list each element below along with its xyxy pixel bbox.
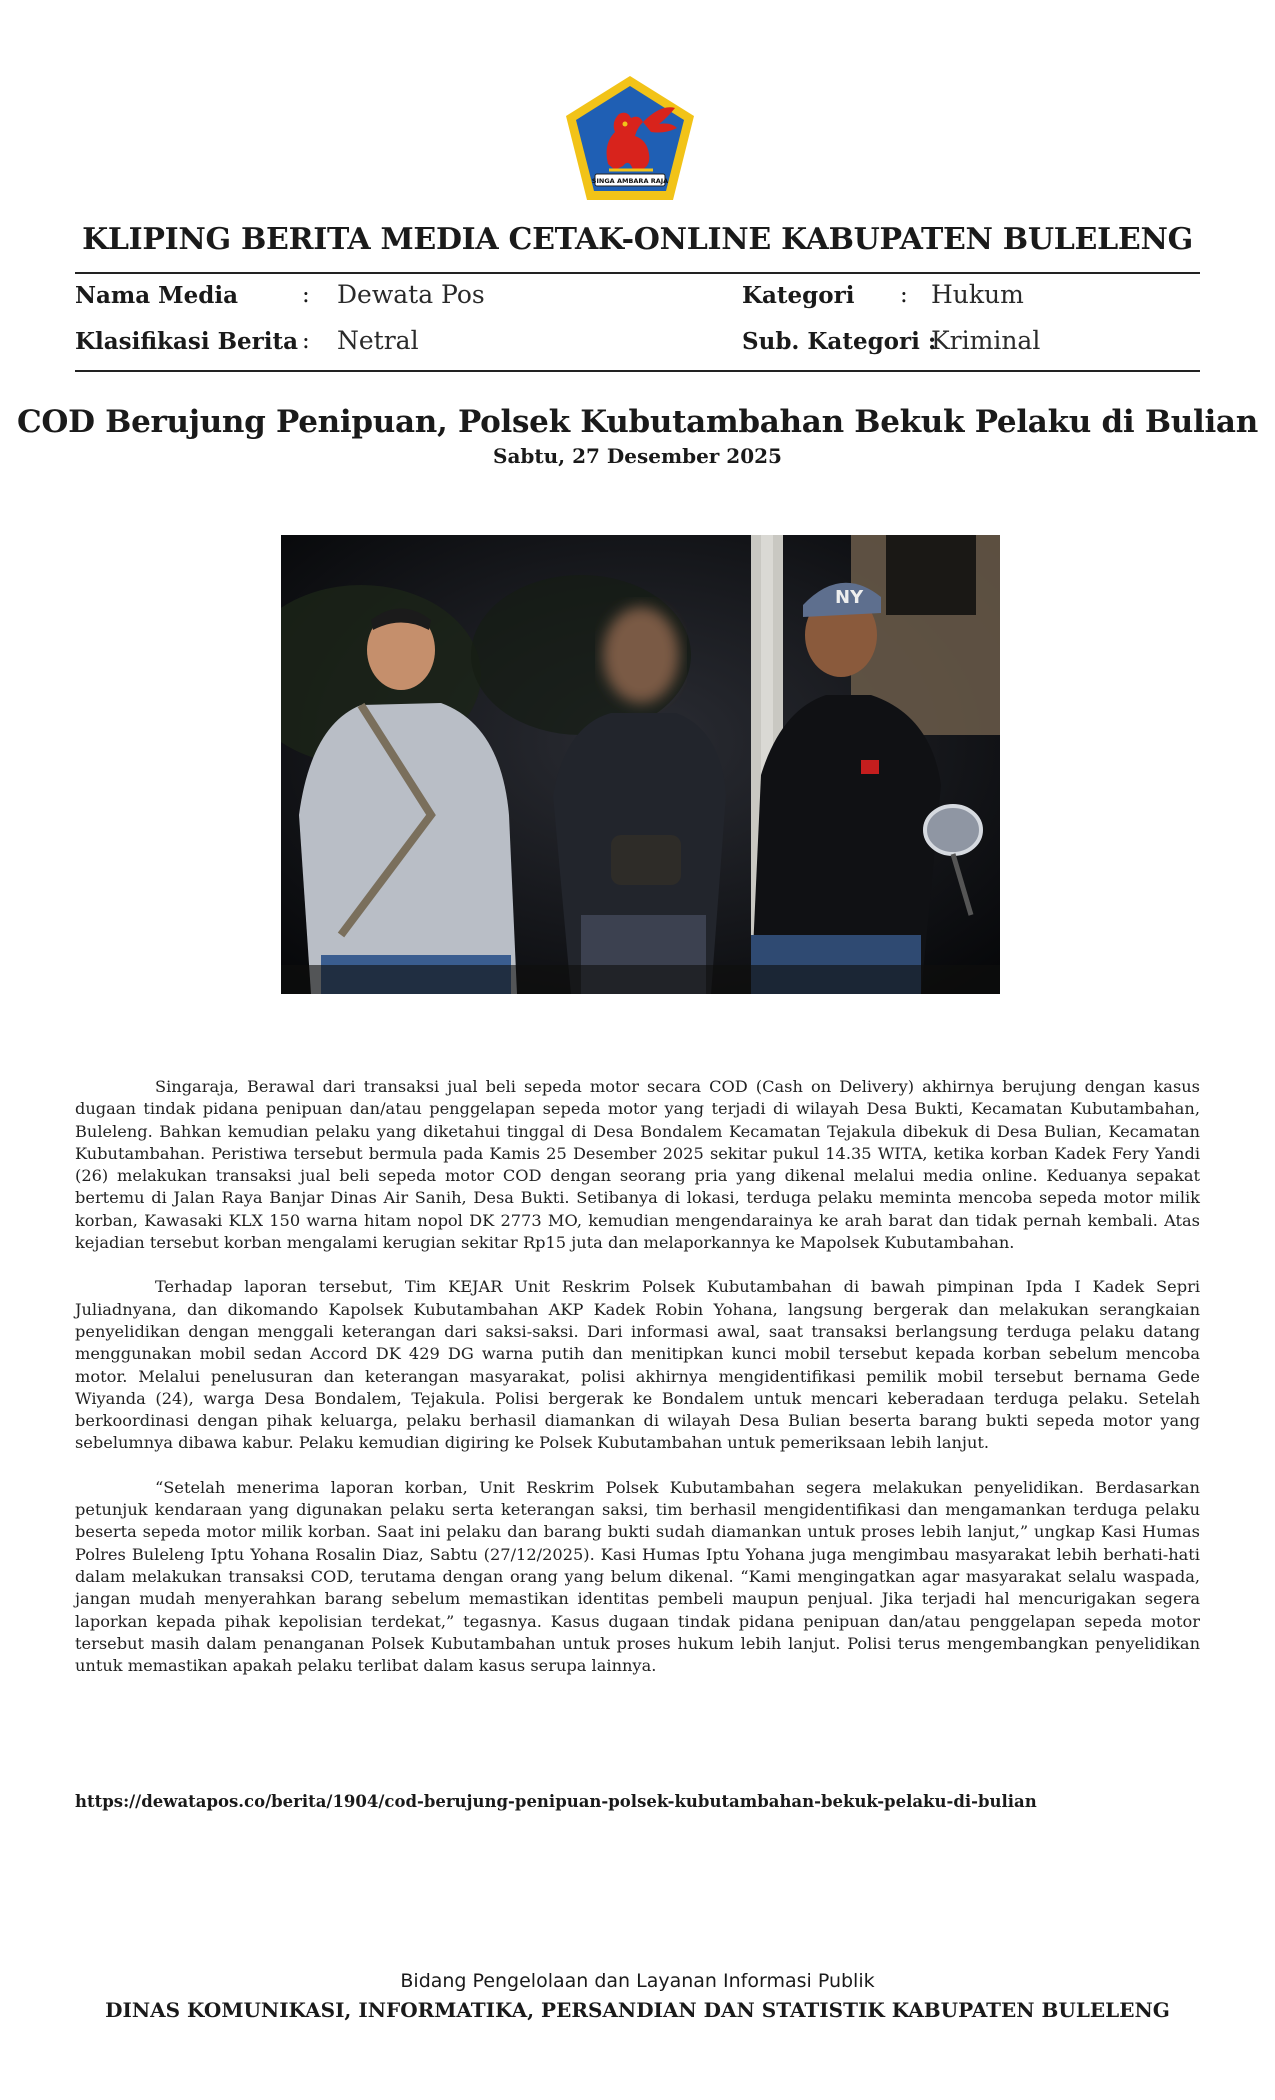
sub-kategori-value: Kriminal: [931, 326, 1041, 355]
kategori-colon: :: [900, 282, 908, 308]
photo-cap-text: NY: [835, 587, 864, 608]
document-title: KLIPING BERITA MEDIA CETAK-ONLINE KABUPATEN BULELENG: [82, 222, 1193, 257]
article-paragraph: Singaraja, Berawal dari transaksi jual beli sepeda motor secara COD (Cash on Delivery) akhirnya berujung dengan kasus dugaan tindak pidana penipuan dan/atau penggelapan sepeda motor yang terjadi di wilayah Desa Bukti, Kecamatan Kubutambahan, Buleleng. Bahkan kemudian pelaku yang diketahui tinggal di Desa Bondalem Kecamatan Tejakula dibekuk di Desa Bulian, Kecamatan Kubutambahan. Peristiwa tersebut bermula pada Kamis 25 Desember 2025 sekitar pukul 14.35 WITA, ketika korban Kadek Fery Yandi (26) melakukan transaksi jual beli sepeda motor COD dengan seorang pria yang dikenal melalui media online. Keduanya sepakat bertemu di Jalan Raya Banjar Dinas Air Sanih, Desa Bukti. Setibanya di lokasi, terduga pelaku meminta mencoba sepeda motor milik korban, Kawasaki KLX 150 warna hitam nopol DK 2773 MO, kemudian mengendarainya ke arah barat dan tidak pernah kembali. Atas kejadian tersebut korban mengalami kerugian sekitar Rp15 juta dan melaporkannya ke Mapolsek Kubutambahan.: [75, 1077, 1200, 1253]
nama-media-value: Dewata Pos: [337, 280, 485, 309]
klasifikasi-value: Netral: [337, 326, 419, 355]
footer-department: Bidang Pengelolaan dan Layanan Informasi Publik: [400, 1970, 875, 1992]
sub-kategori-label: Sub. Kategori :: [742, 328, 937, 355]
photo-illustration: [281, 535, 1000, 994]
nama-media-label: Nama Media: [75, 282, 238, 309]
divider-top: [75, 272, 1200, 274]
source-link[interactable]: https://dewatapos.co/berita/1904/cod-berujung-penipuan-polsek-kubutambahan-bekuk-pelaku-di-bulian: [75, 1792, 1037, 1811]
klasifikasi-label: Klasifikasi Berita: [75, 328, 299, 355]
kategori-value: Hukum: [931, 280, 1024, 309]
logo-motto: SINGA AMBARA RAJA: [591, 177, 669, 185]
article-date: Sabtu, 27 Desember 2025: [493, 444, 782, 468]
article-paragraph: Terhadap laporan tersebut, Tim KEJAR Unit Reskrim Polsek Kubutambahan di bawah pimpinan Ipda I Kadek Sepri Juliadnyana, dan dikomando Kapolsek Kubutambahan AKP Kadek Robin Yohana, langsung bergerak dan melakukan serangkaian penyelidikan dengan menggali keterangan dari saksi-saksi. Dari informasi awal, saat transaksi berlangsung terduga pelaku datang menggunakan mobil sedan Accord DK 429 DG warna putih dan menitipkan kunci mobil tersebut kepada korban sebelum mencoba motor. Melalui penelusuran dan keterangan masyarakat, polisi akhirnya mengidentifikasi pemilik mobil tersebut bernama Gede Wiyanda (24), warga Desa Bondalem, Tejakula. Polisi bergerak ke Bondalem untuk mencari keberadaan terduga pelaku. Setelah berkoordinasi dengan pihak keluarga, pelaku berhasil diamankan di wilayah Desa Bulian beserta barang bukti sepeda motor yang sebelumnya dibawa kabur. Pelaku kemudian digiring ke Polsek Kubutambahan untuk pemeriksaan lebih lanjut.: [75, 1277, 1200, 1453]
article-paragraph: “Setelah menerima laporan korban, Unit Reskrim Polsek Kubutambahan segera melakukan penyelidikan. Berdasarkan petunjuk kendaraan yang digunakan pelaku serta keterangan saksi, tim berhasil mengidentifikasi dan mengamankan terduga pelaku beserta sepeda motor milik korban. Saat ini pelaku dan barang bukti sudah diamankan untuk proses lebih lanjut,” ungkap Kasi Humas Polres Buleleng Iptu Yohana Rosalin Diaz, Sabtu (27/12/2025). Kasi Humas Iptu Yohana juga mengimbau masyarakat lebih berhati-hati dalam melakukan transaksi COD, terutama dengan orang yang belum dikenal. “Kami mengingatkan agar masyarakat selalu waspada, jangan mudah menyerahkan barang sebelum memastikan identitas pembeli maupun penjual. Jika terjadi hal mencurigakan segera laporkan kepada pihak kepolisian terdekat,” tegasnya. Kasus dugaan tindak pidana penipuan dan/atau penggelapan sepeda motor tersebut masih dalam penanganan Polsek Kubutambahan untuk proses hukum lebih lanjut. Polisi terus mengembangkan penyelidikan untuk memastikan apakah pelaku terlibat dalam kasus serupa lainnya.: [75, 1477, 1200, 1676]
klasifikasi-colon: :: [302, 328, 310, 354]
regency-logo-emblem: [563, 74, 697, 202]
article-headline: COD Berujung Penipuan, Polsek Kubutambahan Bekuk Pelaku di Bulian: [17, 404, 1258, 440]
nama-media-colon: :: [302, 282, 310, 308]
article-body: [75, 1076, 1200, 1699]
divider-bottom: [75, 370, 1200, 372]
kategori-label: Kategori: [742, 282, 855, 309]
footer-agency: DINAS KOMUNIKASI, INFORMATIKA, PERSANDIAN DAN STATISTIK KABUPATEN BULELENG: [105, 1998, 1170, 2022]
article-photo: [281, 535, 1000, 994]
